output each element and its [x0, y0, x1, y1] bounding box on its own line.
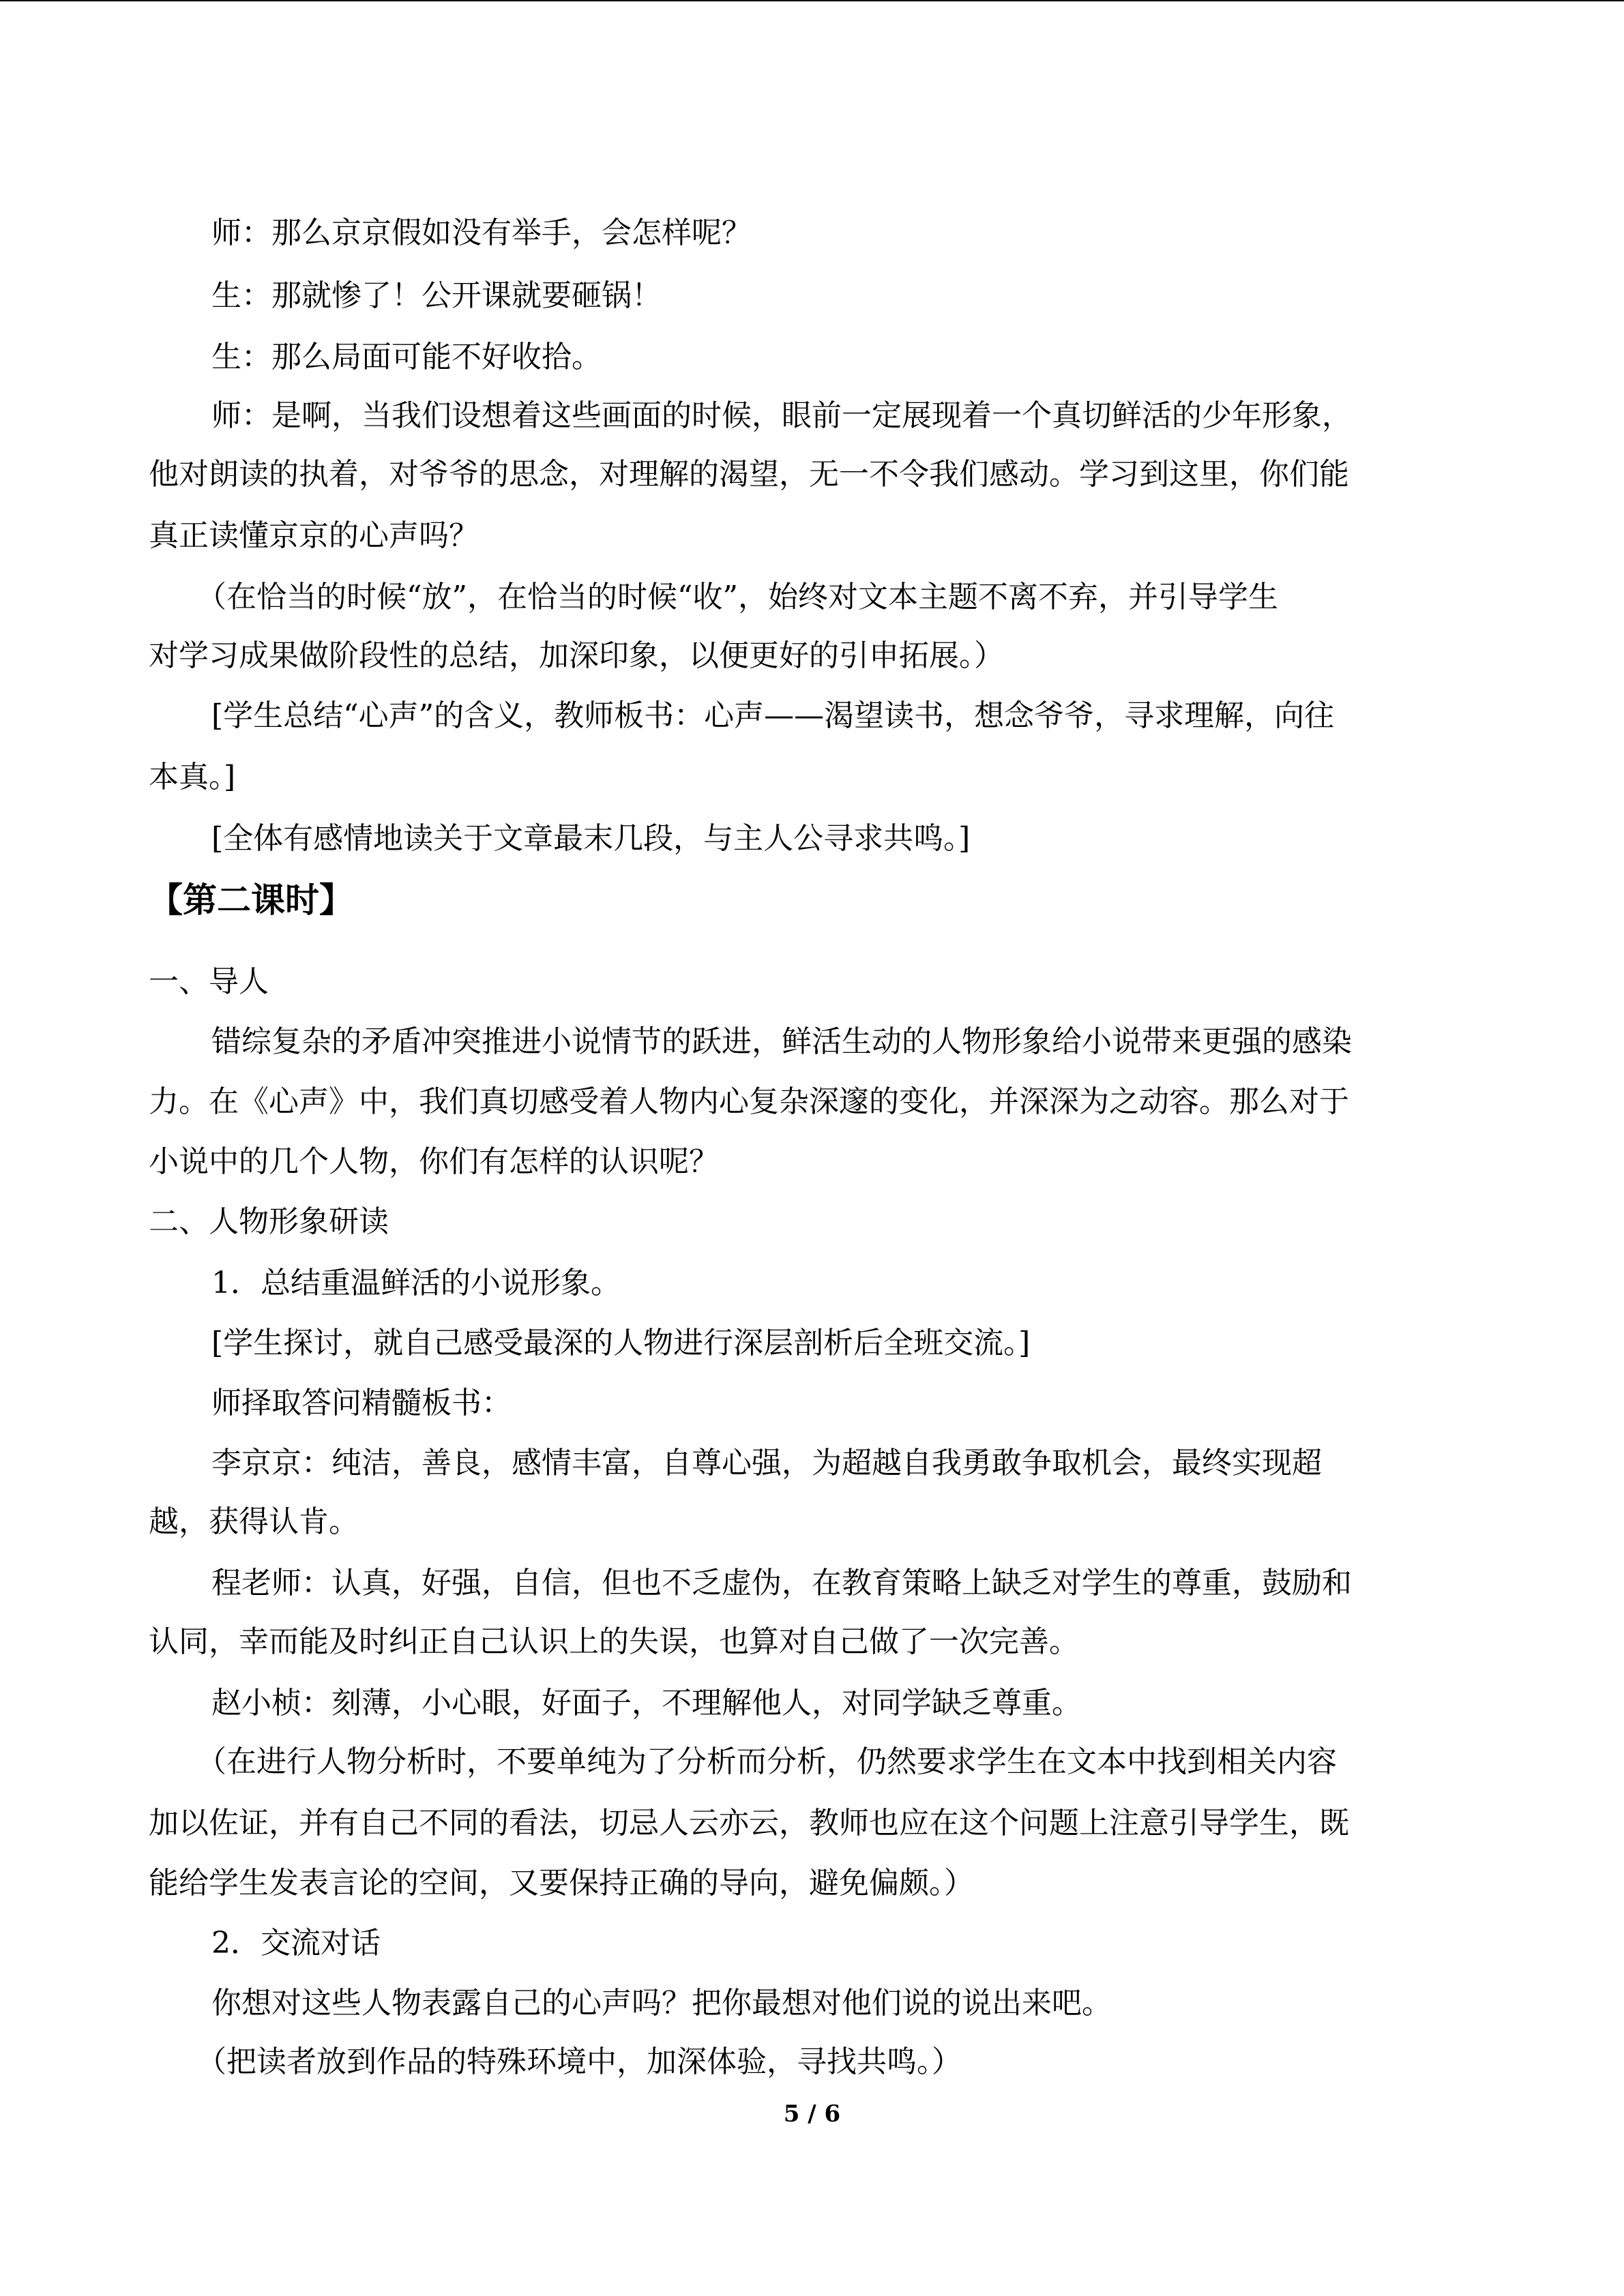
paragraph-line: （在恰当的时候“放”，在恰当的时候“收”，始终对文本主题不离不弃，并引导学生	[196, 580, 1278, 614]
paragraph-line: 错综复杂的矛盾冲突推进小说情节的跃进，鲜活生动的人物形象给小说带来更强的感染	[211, 1024, 1352, 1059]
paragraph-line: 你想对这些人物表露自己的心声吗？把你最想对他们说的说出来吧。	[211, 1986, 1112, 2021]
paragraph-line: 师：是啊，当我们设想着这些画面的时候，眼前一定展现着一个真切鲜活的少年形象，	[211, 398, 1352, 433]
paragraph-line: （在进行人物分析时，不要单纯为了分析而分析，仍然要求学生在文本中找到相关内容	[196, 1744, 1337, 1779]
paragraph-line: [学生总结“心声”的含义，教师板书：心声——渴望读书，想念爷爷，寻求理解，向往	[211, 698, 1335, 733]
paragraph-line: 对学习成果做阶段性的总结，加深印象，以便更好的引申拓展。）	[149, 638, 1004, 673]
subsection-title: 1．总结重温鲜活的小说形象。	[211, 1266, 621, 1300]
top-border	[0, 0, 1624, 1]
paragraph-line: 他对朗读的执着，对爷爷的思念，对理解的渴望，无一不令我们感动。学习到这里，你们能	[149, 457, 1349, 492]
paragraph-line: 生：那么局面可能不好收拾。	[211, 340, 602, 374]
paragraph-line: 师：那么京京假如没有举手，会怎样呢？	[211, 215, 752, 250]
paragraph-line: 越，获得认肯。	[149, 1504, 359, 1539]
paragraph-line: 力。在《心声》中，我们真切感受着人物内心复杂深邃的变化，并深深为之动容。那么对于	[149, 1084, 1349, 1119]
paragraph-line: 本真。]	[149, 760, 236, 794]
section-title: 一、导人	[149, 964, 269, 999]
paragraph-line: 真正读懂京京的心声吗？	[149, 518, 479, 553]
section-heading: 【第二课时】	[149, 880, 353, 920]
paragraph-line: 李京京：纯洁，善良，感情丰富，自尊心强，为超越自我勇敢争取机会，最终实现超	[211, 1446, 1322, 1480]
paragraph-line: 小说中的几个人物，你们有怎样的认识呢？	[149, 1144, 719, 1179]
paragraph-line: 师择取答问精髓板书：	[211, 1386, 512, 1420]
paragraph-line: 认同，幸而能及时纠正自己认识上的失误，也算对自己做了一次完善。	[149, 1624, 1079, 1659]
paragraph-line: [全体有感情地读关于文章最末几段，与主人公寻求共鸣。]	[211, 821, 971, 856]
paragraph-line: 加以佐证，并有自己不同的看法，切忌人云亦云，教师也应在这个问题上注意引导学生，既	[149, 1806, 1349, 1840]
paragraph-line: 生：那就惨了！公开课就要砸锅！	[211, 278, 662, 313]
page-number: 5 / 6	[783, 2100, 841, 2128]
paragraph-line: 程老师：认真，好强，自信，但也不乏虚伪，在教育策略上缺乏对学生的尊重，鼓励和	[211, 1566, 1352, 1600]
subsection-title: 2．交流对话	[211, 1926, 381, 1960]
paragraph-line: [学生探讨，就自己感受最深的人物进行深层剖析后全班交流。]	[211, 1326, 1031, 1360]
paragraph-line: 赵小桢：刻薄，小心眼，好面子，不理解他人，对同学缺乏尊重。	[211, 1686, 1082, 1720]
paragraph-line: 能给学生发表言论的空间，又要保持正确的导向，避免偏颇。）	[149, 1866, 974, 1900]
section-title: 二、人物形象研读	[149, 1204, 389, 1239]
paragraph-line: （把读者放到作品的特殊环境中，加深体验，寻找共鸣。）	[196, 2044, 962, 2079]
